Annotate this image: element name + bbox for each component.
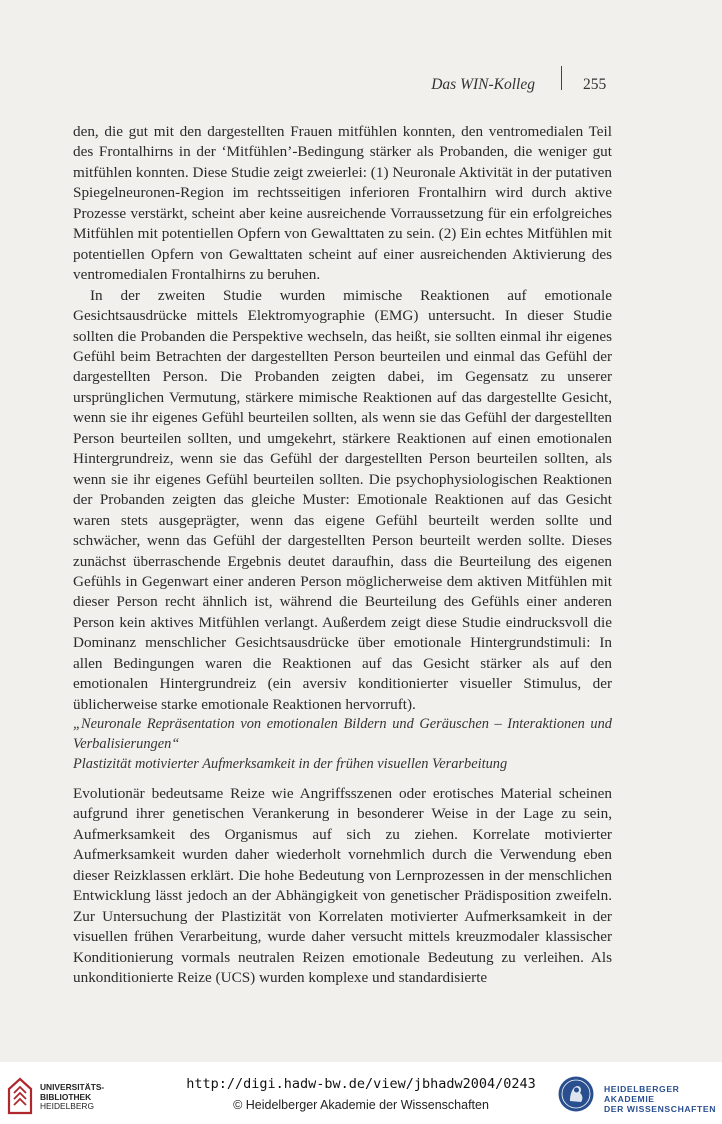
paragraph-continued: den, die gut mit den dargestellten Frauen mitfühlen konnten, den ventromedialen Teil des Frontalhirns in der ‘Mitfühlen’-Bedingung stärker als Probanden, die weniger gut mitfühlen konnten. Diese Studie zeigt zweierlei: (1) Neuronale Aktivität in der putativen Spiegelneuronen-Region im rechtsseitigen inferioren Frontalhirn wird durch aktive Prozesse verstärkt, scheint aber keine ausreichende Vorraussetzung für ein erfolgreiches Mitfühlen mit potentiellen Opfern von Gewalttaten zu sein. (2) Ein echtes Mitfühlen mit potentiellen Opfern von Gewalttaten scheint auf einer ausreichenden Aktivierung des ventromedialen Frontalhirns zu beruhen. — [73, 123, 612, 284]
body-text-lower — [73, 784, 612, 989]
body-text-upper — [73, 122, 612, 715]
copyright-notice: © Heidelberger Akademie der Wissenschaften — [233, 1098, 489, 1112]
permalink-url[interactable]: http://digi.hadw-bw.de/view/jbhadw2004/0243 — [186, 1076, 536, 1092]
running-head: Das WIN-Kolleg — [431, 76, 535, 93]
page-header — [0, 74, 722, 100]
paragraph-second-study: In der zweiten Studie wurden mimische Reaktionen auf emotionale Gesichtsausdrücke mittels Elektromyographie (EMG) untersucht. In dieser Studie sollten die Probanden die Perspektive wechseln, das heißt, sie sollten einmal ihr eigenes Gefühl beim Betrachten der dargestellten Person beurteilen und einmal das Gefühl der dargestellten Person. Die Probanden zeigten dabei, im Gegensatz zu unserer ursprünglichen Vermutung, stärkere mimische Reaktionen auf das dargestellte Gesicht, wenn sie ihr eigenes Gefühl beurteilen sollten, als wenn sie das Gefühl der dargestellten Person beurteilen sollten, und umgekehrt, stärkere Reaktionen auf einen emotionalen Hintergrundreiz, wenn sie das Gefühl der dargestellten Person beurteilen sollten, als wenn sie ihr eigenes Gefühl beurteilen sollten. Die psychophysiologischen Reaktionen der Probanden zeigten das gleiche Muster: Emotionale Reaktionen auf das Gesicht waren stets ausgeprägter, wenn das eigene Gefühl beurteilt werden sollte und schwächer, wenn das Gefühl der dargestellten Person beurteilt werden sollte. Dieses zunächst überraschende Ergebnis deutet daraufhin, dass die Beurteilung des eigenen Gefühls in Gegenwart einer anderen Person möglicherweise dem aktiven Mitfühlen mit dieser Person recht ähnlich ist, während die Beurteilung des Gefühls einer anderen Person kein aktives Mitfühlen verlangt. Außerdem zeigt diese Studie eindrucksvoll die Dominanz menschlicher Gesichtsausdrücke über emotionale Hintergrundstimuli: In allen Bedingungen waren die Reaktionen auf das Gesicht stärker als auf den emotionalen Hintergrundreiz (ein aversiv konditionierter visueller Stimulus, der üblicherweise starke emotionale Reaktionen hervorruft). — [73, 286, 612, 713]
digitization-footer — [0, 1062, 722, 1124]
paragraph-evolution: Evolutionär bedeutsame Reize wie Angriffsszenen oder erotisches Material scheinen aufgrund ihrer genetischen Verankerung in besonderer Weise in der Lage zu sein, Aufmerksamkeit des Organismus auf sich zu ziehen. Korrelate motivierter Aufmerksamkeit wurden daher wiederholt vornehmlich durch die Verwendung eben dieser Reizklassen erklärt. Die hohe Bedeutung von Lernprozessen in der menschlichen Entwicklung lässt jedoch an der Abhängigkeit von genetischer Prädisposition zweifeln. Zur Untersuchung der Plastizität von Korrelaten motivierter Aufmerksamkeit in der visuellen frühen Verarbeitung, wurde daher versucht mittels kreuzmodaler klassischer Konditionierung vormals neutralen Reizen emotionale Bedeutung zu verleihen. Als unkonditionierte Reize (UCS) wurden komplexe und standardisierte — [73, 785, 612, 987]
academy-name: HEIDELBERGER AKADEMIE DER WISSENSCHAFTEN — [604, 1084, 717, 1114]
university-library-name: UNIVERSITÄTS- BIBLIOTHEK HEIDELBERG — [40, 1082, 105, 1112]
section-title: „Neuronale Repräsentation von emotionalen Bildern und Geräuschen – Interaktionen und Verbalisierungen“ — [73, 716, 612, 752]
page-number: 255 — [583, 76, 607, 93]
section-subtitle: Plastizität motivierter Aufmerksamkeit in der frühen visuellen Verarbeitung — [73, 756, 508, 772]
header-divider — [561, 66, 562, 90]
academy-seal-icon — [557, 1075, 595, 1113]
